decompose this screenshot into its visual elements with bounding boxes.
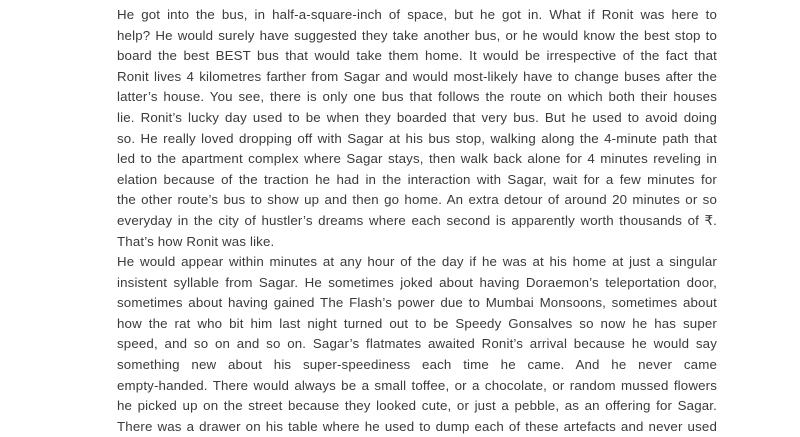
paragraph-1 (117, 5, 717, 252)
text-line: sometimes about having gained The Flash’s power due to Mumbai Monsoons, sometimes about (117, 295, 717, 311)
text-line: help? He would surely have suggested they take another bus, or he would know the best stop to (117, 27, 717, 43)
text-line: speed, and so on and so on. Sagar’s flatmates awaited Ronit’s arrival because he would say (117, 336, 717, 352)
text-line: Ronit lives 4 kilometres farther from Sagar and would most-likely have to change buses after the (117, 68, 717, 84)
text-line: lie. Ronit’s lucky day used to be when they boarded that very bus. But he used to avoid doing (117, 109, 717, 125)
text-line: empty-handed. There would always be a small toffee, or a chocolate, or random mussed flowers (117, 377, 717, 393)
text-line: led to the apartment complex where Sagar stays, then walk back alone for 4 minutes reveling in (117, 151, 717, 167)
text-line: latter’s house. You see, there is only one bus that follows the route on which both their houses (117, 89, 717, 105)
text-line: he picked up on the street because they looked cute, or just a pebble, as an offering for Sagar. (117, 398, 717, 414)
text-line: elation because of the traction he had in the interaction with Sagar, wait for a few minutes for (117, 171, 717, 187)
paragraph-2 (117, 252, 717, 437)
text-line: He would appear within minutes at any hour of the day if he was at his home at just a singular (117, 254, 717, 269)
text-line: everyday in the city of hustler’s dreams where each second is apparently worth thousands of ₹. (117, 212, 717, 228)
text-line: something new about his super-speediness each time he came. And he never came (117, 356, 717, 372)
text-line: how the rat who bit him last night turned out to be Speedy Gonsalves so now he has super (117, 315, 717, 331)
text-line: so. He really loved dropping off with Sagar at his bus stop, walking along the 4-minute path that (117, 130, 717, 146)
text-line: That’s how Ronit was like. (117, 233, 275, 249)
text-line: He got into the bus, in half-a-square-inch of space, but he got in. What if Ronit was here to (117, 7, 717, 22)
text-line: There was a drawer on his table where he used to dump each of these artefacts and never used (117, 418, 717, 434)
text-line: insistent syllable from Sagar. He sometimes joked about having Doraemon’s teleportation door, (117, 274, 717, 290)
text-line: the other route’s bus to show up and then go home. An extra detour of around 20 minutes or so (117, 192, 717, 208)
text-line: board the best BEST bus that would take them home. It would be irrespective of the fact that (117, 48, 717, 64)
